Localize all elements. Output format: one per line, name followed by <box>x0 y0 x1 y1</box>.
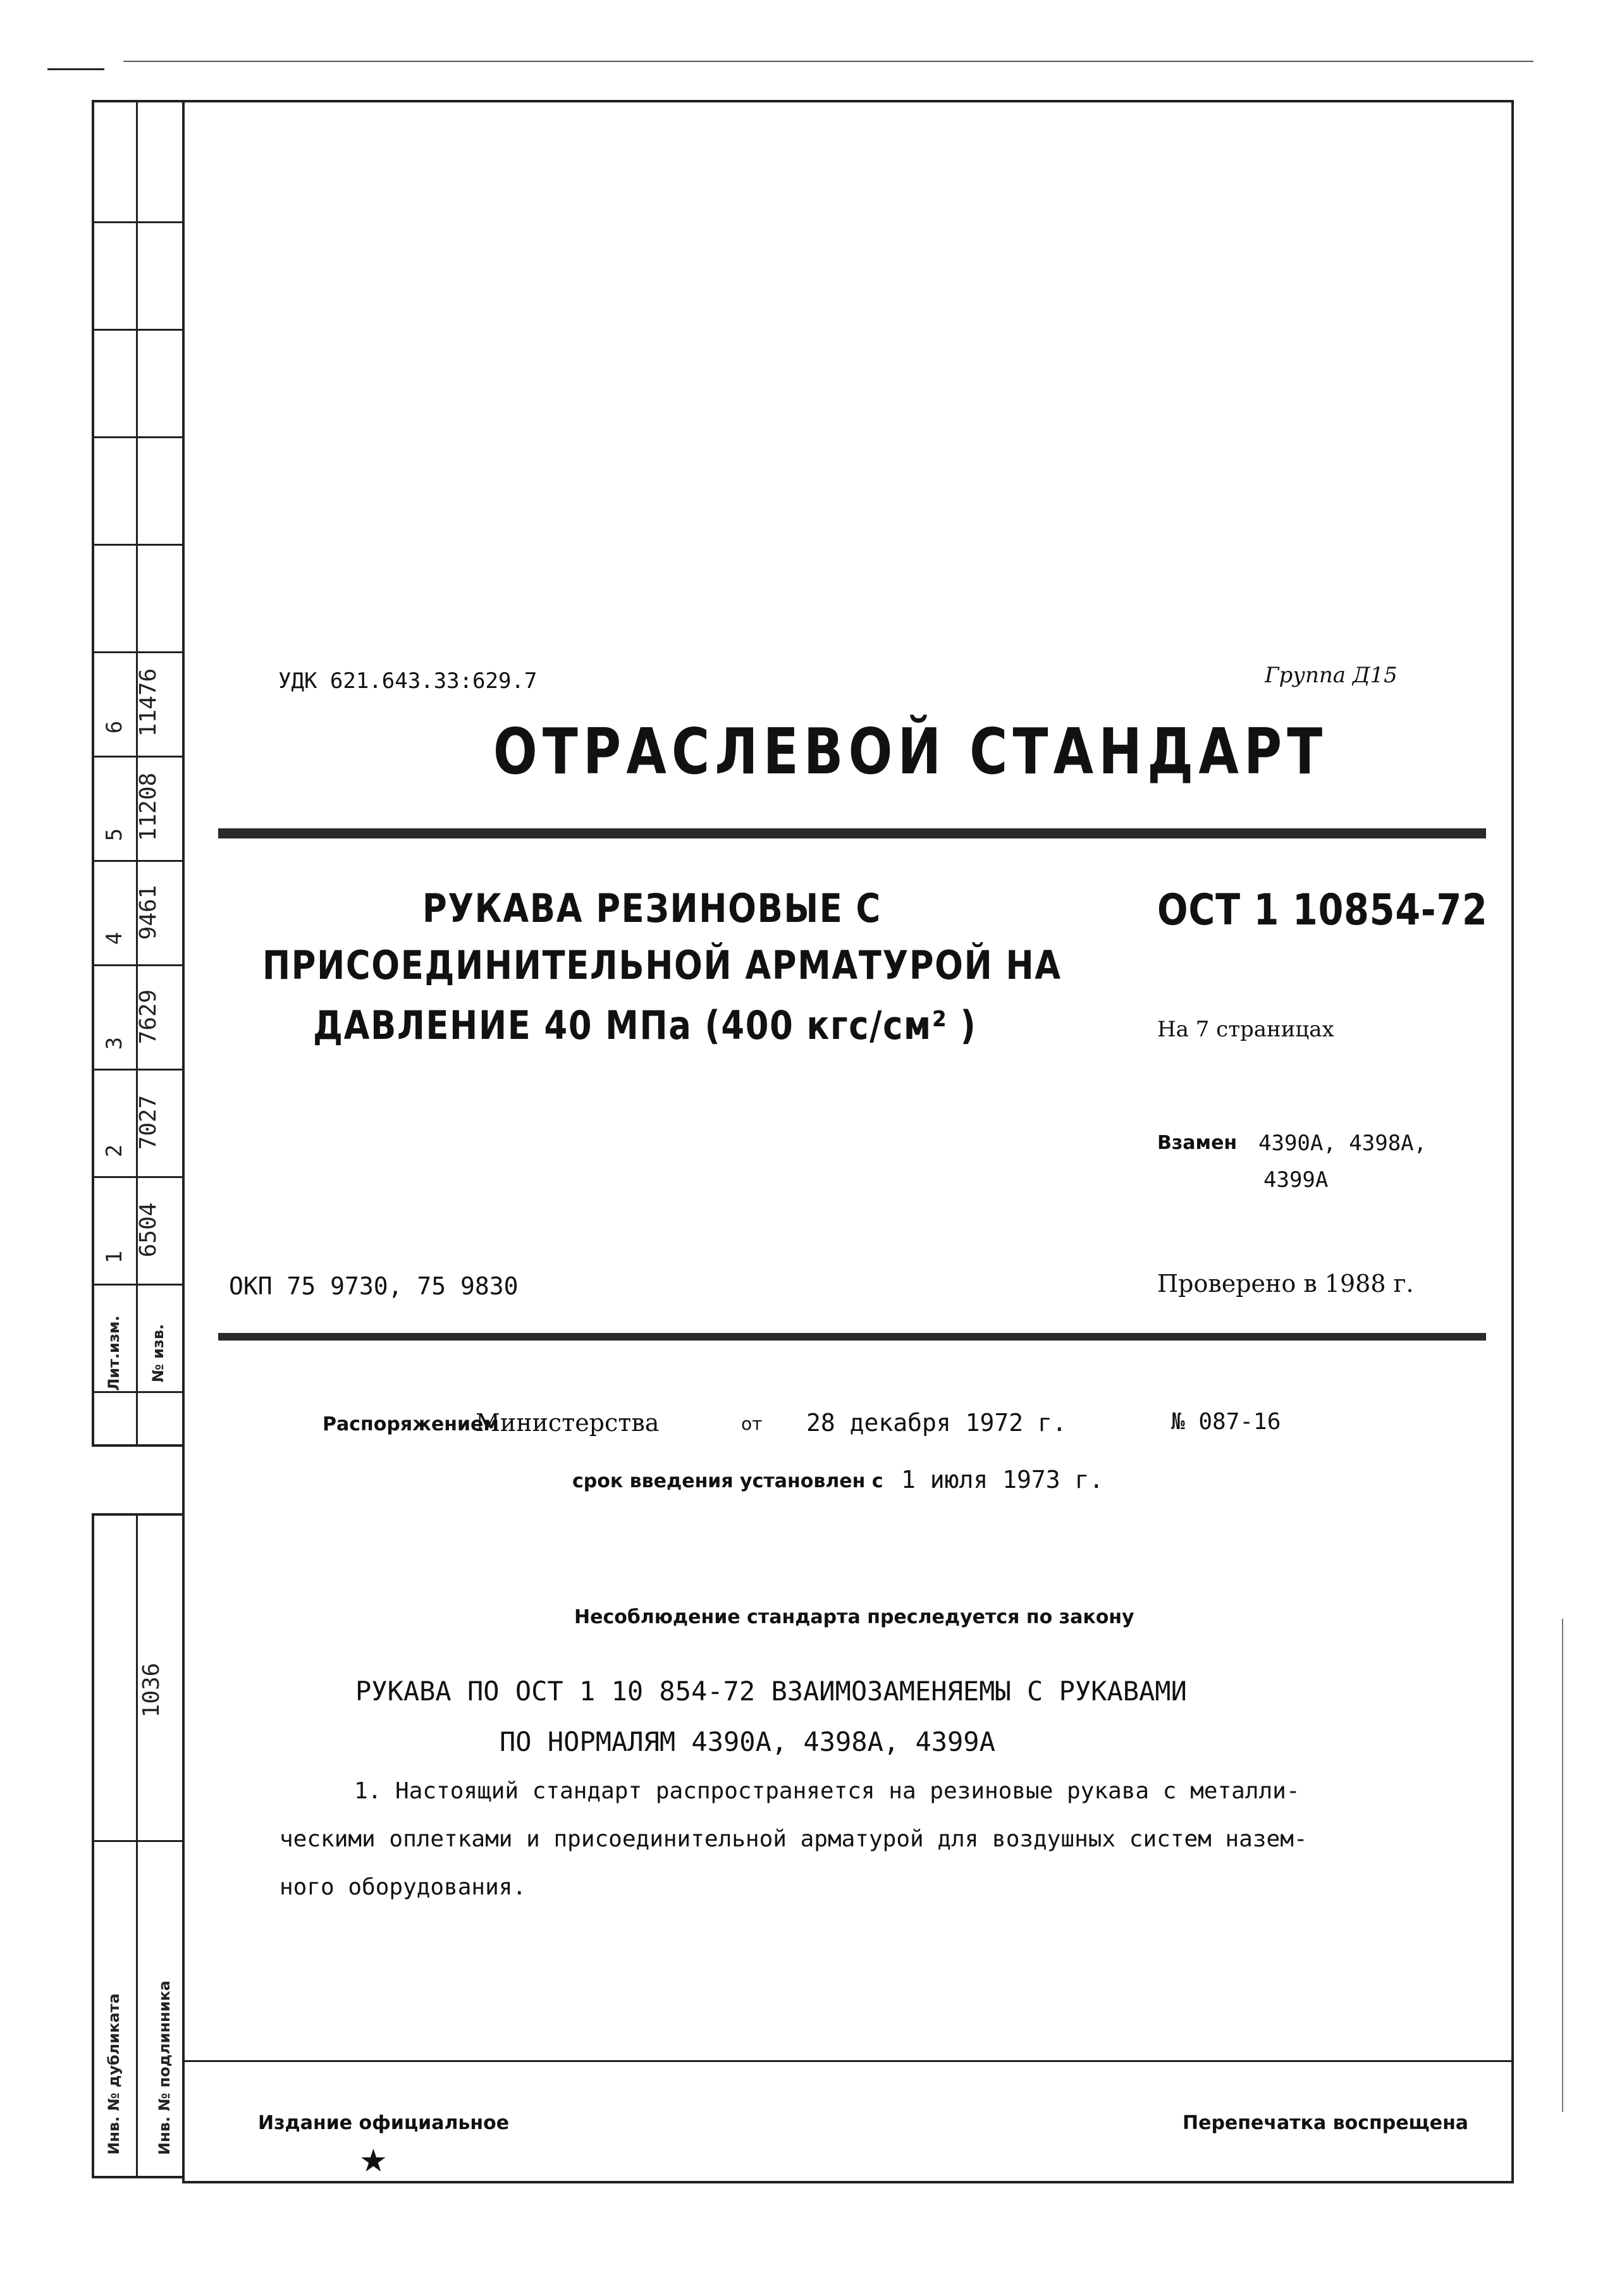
interchange-line-2: ПО НОРМАЛЯМ 4390А, 4398А, 4399А <box>500 1726 995 1757</box>
order-label: Распоряжением <box>323 1413 499 1435</box>
order-number: № 087-16 <box>1171 1409 1281 1435</box>
standard-title: ОТРАСЛЕВОЙ СТАНДАРТ <box>493 715 1328 789</box>
product-title-line-3: ДАВЛЕНИЕ 40 МПа (400 кгс/см² ) <box>313 1002 977 1048</box>
side-table-bottom <box>92 1444 183 1447</box>
footer-rule <box>185 2060 1511 2062</box>
law-notice: Несоблюдение стандарта преследуется по закону <box>574 1606 1134 1628</box>
udk-code: УДК 621.643.33:629.7 <box>278 668 538 694</box>
body-line-2: ческими оплетками и присоединительной арматурой для воздушных систем назем- <box>280 1826 1308 1852</box>
change-lit-3: 3 <box>102 1036 127 1050</box>
change-lit-5: 5 <box>102 828 127 842</box>
side-row-5 <box>92 651 183 653</box>
ministry-label: Министерства <box>476 1409 660 1437</box>
body-line-3: ного оборудования. <box>280 1874 527 1900</box>
change-num-5: 11208 <box>135 772 161 842</box>
right-scan-line <box>1562 1619 1563 2112</box>
inv-table-mid <box>136 1514 138 2178</box>
from-label: от <box>741 1413 763 1434</box>
change-num-6: 11476 <box>135 668 161 737</box>
top-rule-left <box>47 68 104 70</box>
replaces-line-1: 4390А, 4398А, <box>1258 1131 1427 1156</box>
thick-divider-top <box>218 828 1486 838</box>
num-label: № изв. <box>149 1323 167 1383</box>
product-title-line-1: РУКАВА РЕЗИНОВЫЕ С <box>422 885 882 931</box>
replaces-line-2: 4399А <box>1263 1167 1329 1193</box>
side-table-left <box>92 100 94 1446</box>
change-lit-4: 4 <box>102 931 127 945</box>
side-row-4 <box>92 544 183 546</box>
product-title-line-2: ПРИСОЕДИНИТЕЛЬНОЙ АРМАТУРОЙ НА <box>262 942 1062 988</box>
side-row-11 <box>92 1284 183 1286</box>
side-table-top <box>92 100 183 102</box>
change-lit-1: 1 <box>102 1250 127 1264</box>
reprint-forbidden: Перепечатка воспрещена <box>1183 2112 1469 2134</box>
standard-designation: ОСТ 1 10854-72 <box>1157 885 1488 935</box>
checked-year: Проверено в 1988 г. <box>1157 1270 1414 1298</box>
effective-date: 1 июля 1973 г. <box>901 1466 1104 1494</box>
side-row-1 <box>92 221 183 223</box>
inv-dup-label: Инв. № дубликата <box>105 1993 123 2155</box>
change-lit-6: 6 <box>102 720 127 734</box>
body-line-1: 1. Настоящий стандарт распространяется на резиновые рукава с металли- <box>354 1778 1300 1804</box>
change-lit-2: 2 <box>102 1144 127 1158</box>
side-row-2 <box>92 329 183 331</box>
side-row-6 <box>92 756 183 758</box>
interchange-line-1: РУКАВА ПО ОСТ 1 10 854-72 ВЗАИМОЗАМЕНЯЕМЫ С РУКАВАМИ <box>355 1676 1187 1707</box>
change-num-4: 9461 <box>135 885 161 940</box>
side-row-7 <box>92 860 183 862</box>
side-row-10 <box>92 1176 183 1178</box>
effective-label: срок введения установлен с <box>572 1470 883 1492</box>
change-num-2: 7027 <box>135 1095 161 1150</box>
change-num-1: 6504 <box>135 1202 161 1258</box>
okp-code: ОКП 75 9730, 75 9830 <box>229 1272 519 1300</box>
inv-orig-value: 1036 <box>138 1662 164 1718</box>
change-num-3: 7629 <box>135 989 161 1045</box>
side-row-8 <box>92 964 183 966</box>
replaces-label: Взамен <box>1157 1132 1238 1154</box>
inv-table-bottom <box>92 2176 183 2178</box>
inv-orig-label: Инв. № подлинника <box>156 1980 173 2155</box>
group-code: Группа Д15 <box>1265 663 1398 688</box>
lit-label: Лит.изм. <box>105 1315 123 1391</box>
order-date: 28 декабря 1972 г. <box>806 1409 1067 1437</box>
side-row-9 <box>92 1069 183 1071</box>
inv-table-top <box>92 1513 183 1516</box>
official-edition: Издание официальное <box>258 2112 510 2134</box>
side-row-3 <box>92 436 183 438</box>
thick-divider-bottom <box>218 1333 1486 1341</box>
top-rule <box>123 61 1533 62</box>
page-count: На 7 страницах <box>1157 1017 1334 1042</box>
star-icon: ★ <box>359 2142 388 2179</box>
inv-table-left <box>92 1514 94 2178</box>
inv-table-row <box>92 1840 183 1842</box>
